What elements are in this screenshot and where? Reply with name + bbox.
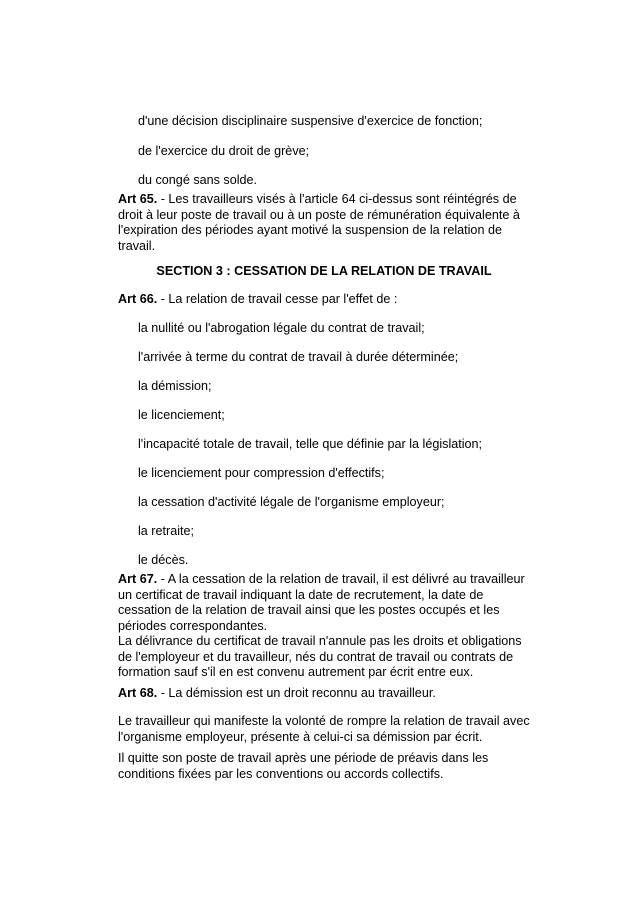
article-68 [118,686,530,702]
article-label: Art 66. [118,292,158,306]
article-text: de l'employeur et du travailleur, nés du contrat de travail ou contrats de [118,649,514,664]
list-item: la démission; [138,379,212,393]
article-label: Art 65. [118,192,158,206]
article-text: périodes correspondantes. [118,618,268,633]
list-item: l'arrivée à terme du contrat de travail à durée déterminée; [138,350,459,364]
list-item: d'une décision disciplinaire suspensive d'exercice de fonction; [138,114,483,128]
article-text: cessation de la relation de travail ainsi que les postes occupés et les [118,603,500,617]
article-text: un certificat de travail indiquant la date de recrutement, la date de [118,587,484,602]
article-67 [118,572,530,634]
article-text: La délivrance du certificat de travail n'annule pas les droits et obligations [118,634,522,648]
article-65 [118,192,530,254]
list-item: la cessation d'activité légale de l'organisme employeur; [138,495,445,509]
article-text: formation sauf s'il en est convenu autrement par écrit entre eux. [118,665,474,679]
article-66 [118,292,530,308]
article-text: l'expiration des périodes ayant motivé la suspension de la relation de [118,223,502,237]
article-label: Art 67. [118,572,158,586]
list-item: le licenciement pour compression d'effectifs; [138,466,385,480]
article-text: - La démission est un droit reconnu au travailleur. [157,686,436,700]
article-text: droit à leur poste de travail ou à un poste de rémunération équivalente à [118,207,520,222]
list-item: le décès. [138,553,189,567]
article-text: Le travailleur qui manifeste la volonté de rompre la relation de travail avec [118,714,530,728]
article-text: - La relation de travail cesse par l'effet de : [157,292,398,306]
section-title: SECTION 3 : CESSATION DE LA RELATION DE TRAVAIL [156,264,492,278]
article-text: l'organisme employeur, présente à celui-ci sa démission par écrit. [118,729,483,744]
article-text: - Les travailleurs visés à l'article 64 ci-dessus sont réintégrés de [157,192,517,206]
article-label: Art 68. [118,686,158,700]
article-text: - A la cessation de la relation de travail, il est délivré au travailleur [157,572,525,586]
list-item: l'incapacité totale de travail, telle que définie par la législation; [138,437,483,451]
article-67-paragraph [118,634,530,681]
article-text: Il quitte son poste de travail après une période de préavis dans les [118,751,489,765]
article-68-paragraph [118,714,530,745]
article-68-paragraph [118,751,530,782]
list-item: la retraite; [138,524,194,538]
article-text: travail. [118,238,156,253]
list-item: du congé sans solde. [138,173,258,187]
list-item: de l'exercice du droit de grève; [138,144,310,158]
list-item: le licenciement; [138,408,225,422]
article-text: conditions fixées par les conventions ou accords collectifs. [118,766,444,781]
list-item: la nullité ou l'abrogation légale du contrat de travail; [138,321,425,335]
